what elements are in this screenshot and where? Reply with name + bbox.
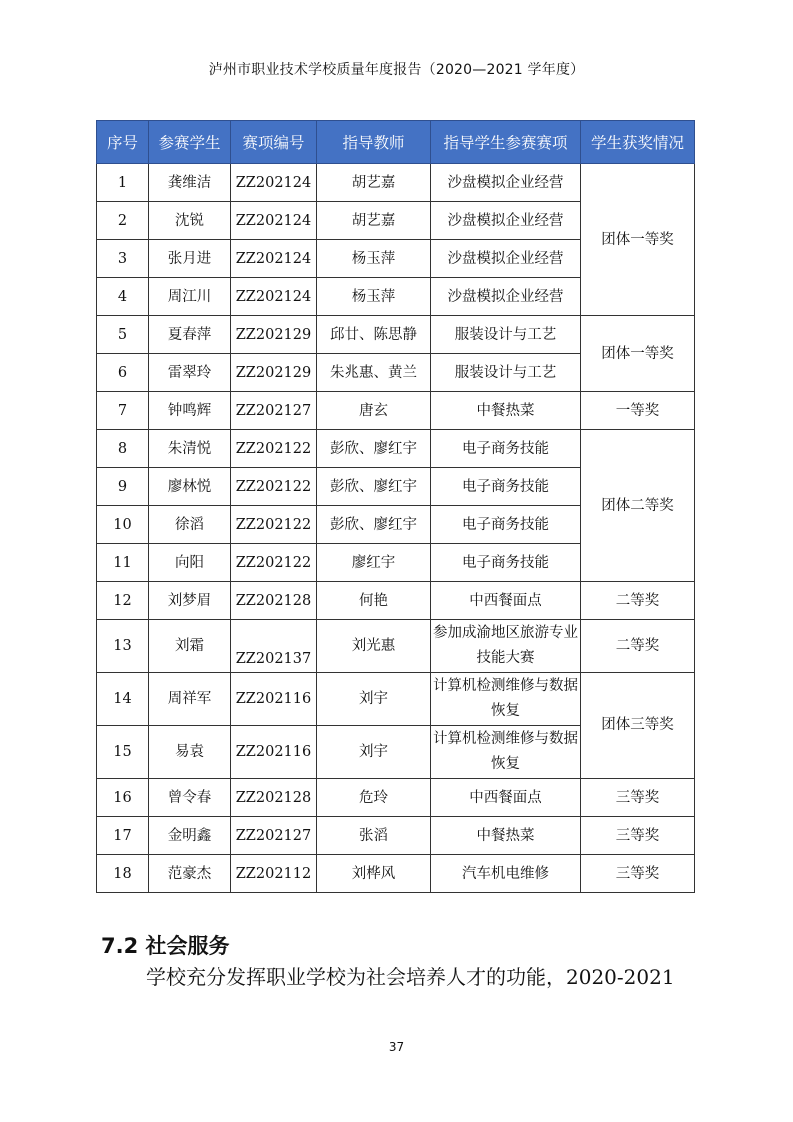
cell-student: 廖林悦 [149, 468, 231, 506]
cell-event-code: ZZ202124 [231, 240, 317, 278]
cell-event-code: ZZ202127 [231, 817, 317, 855]
cell-index: 3 [97, 240, 149, 278]
cell-event: 服装设计与工艺 [431, 354, 581, 392]
cell-student: 刘霜 [149, 620, 231, 673]
table-row [97, 620, 695, 673]
cell-teacher: 廖红宇 [317, 544, 431, 582]
cell-event: 电子商务技能 [431, 430, 581, 468]
cell-index: 10 [97, 506, 149, 544]
cell-student: 钟鸣辉 [149, 392, 231, 430]
cell-index: 7 [97, 392, 149, 430]
cell-teacher: 刘宇 [317, 673, 431, 726]
cell-award: 二等奖 [581, 582, 695, 620]
cell-award: 团体三等奖 [581, 673, 695, 779]
cell-event-code: ZZ202127 [231, 392, 317, 430]
cell-index: 14 [97, 673, 149, 726]
cell-student: 夏春萍 [149, 316, 231, 354]
cell-event: 服装设计与工艺 [431, 316, 581, 354]
cell-event-code: ZZ202122 [231, 506, 317, 544]
cell-student: 张月进 [149, 240, 231, 278]
cell-teacher: 彭欣、廖红宇 [317, 468, 431, 506]
cell-award: 一等奖 [581, 392, 695, 430]
cell-award: 团体一等奖 [581, 316, 695, 392]
cell-index: 4 [97, 278, 149, 316]
cell-event-code: ZZ202124 [231, 278, 317, 316]
cell-student: 沈锐 [149, 202, 231, 240]
col-header-student: 参赛学生 [149, 121, 231, 164]
awards-table [96, 120, 695, 893]
table-row [97, 430, 695, 468]
col-header-event: 指导学生参赛赛项 [431, 121, 581, 164]
cell-event-code: ZZ202122 [231, 468, 317, 506]
cell-teacher: 胡艺嘉 [317, 202, 431, 240]
col-header-event-code: 赛项编号 [231, 121, 317, 164]
cell-event-code: ZZ202116 [231, 726, 317, 779]
table-row [97, 817, 695, 855]
cell-event-code: ZZ202129 [231, 316, 317, 354]
cell-index: 5 [97, 316, 149, 354]
table-row [97, 855, 695, 893]
cell-award: 团体一等奖 [581, 164, 695, 316]
body-paragraph: 学校充分发挥职业学校为社会培养人才的功能，2020-2021 [146, 965, 675, 989]
cell-teacher: 彭欣、廖红宇 [317, 430, 431, 468]
cell-event: 计算机检测维修与数据恢复 [431, 726, 581, 779]
cell-teacher: 唐玄 [317, 392, 431, 430]
cell-event: 中餐热菜 [431, 392, 581, 430]
cell-award: 三等奖 [581, 817, 695, 855]
cell-teacher: 杨玉萍 [317, 240, 431, 278]
cell-student: 周江川 [149, 278, 231, 316]
cell-event-code: ZZ202124 [231, 164, 317, 202]
cell-event: 中西餐面点 [431, 582, 581, 620]
cell-student: 周祥军 [149, 673, 231, 726]
cell-event-code: ZZ202128 [231, 779, 317, 817]
cell-index: 12 [97, 582, 149, 620]
cell-teacher: 朱兆惠、黄兰 [317, 354, 431, 392]
cell-event: 汽车机电维修 [431, 855, 581, 893]
cell-event: 电子商务技能 [431, 544, 581, 582]
cell-teacher: 胡艺嘉 [317, 164, 431, 202]
cell-teacher: 危玲 [317, 779, 431, 817]
cell-event: 中餐热菜 [431, 817, 581, 855]
col-header-teacher: 指导教师 [317, 121, 431, 164]
table-row [97, 164, 695, 202]
table-row [97, 392, 695, 430]
cell-award: 三等奖 [581, 779, 695, 817]
cell-event: 计算机检测维修与数据恢复 [431, 673, 581, 726]
table-row [97, 673, 695, 726]
cell-event-code: ZZ202124 [231, 202, 317, 240]
section-title: 社会服务 [145, 934, 230, 958]
col-header-index: 序号 [97, 121, 149, 164]
cell-index: 6 [97, 354, 149, 392]
cell-event: 沙盘模拟企业经营 [431, 202, 581, 240]
cell-teacher: 何艳 [317, 582, 431, 620]
cell-index: 2 [97, 202, 149, 240]
cell-event: 沙盘模拟企业经营 [431, 164, 581, 202]
cell-teacher: 彭欣、廖红宇 [317, 506, 431, 544]
table-header-row [97, 121, 695, 164]
cell-student: 刘梦眉 [149, 582, 231, 620]
cell-teacher: 刘宇 [317, 726, 431, 779]
cell-event: 电子商务技能 [431, 506, 581, 544]
cell-index: 9 [97, 468, 149, 506]
cell-event-code: ZZ202129 [231, 354, 317, 392]
cell-index: 15 [97, 726, 149, 779]
cell-award: 团体二等奖 [581, 430, 695, 582]
cell-event-code: ZZ202122 [231, 430, 317, 468]
cell-event: 沙盘模拟企业经营 [431, 278, 581, 316]
col-header-award: 学生获奖情况 [581, 121, 695, 164]
cell-event-code: ZZ202112 [231, 855, 317, 893]
cell-event-code: ZZ202116 [231, 673, 317, 726]
cell-student: 雷翠玲 [149, 354, 231, 392]
cell-student: 朱清悦 [149, 430, 231, 468]
cell-index: 16 [97, 779, 149, 817]
running-header: 泸州市职业技术学校质量年度报告（2020—2021 学年度） [208, 62, 585, 78]
cell-student: 曾令春 [149, 779, 231, 817]
table-row [97, 316, 695, 354]
cell-index: 18 [97, 855, 149, 893]
cell-award: 二等奖 [581, 620, 695, 673]
cell-index: 17 [97, 817, 149, 855]
cell-event-code: ZZ202137 [231, 620, 317, 673]
cell-event: 参加成渝地区旅游专业技能大赛 [431, 620, 581, 673]
cell-event: 中西餐面点 [431, 779, 581, 817]
cell-event: 沙盘模拟企业经营 [431, 240, 581, 278]
page-number: 37 [388, 1040, 405, 1054]
section-heading [101, 930, 230, 960]
section-number: 7.2 [101, 934, 139, 958]
cell-student: 易袁 [149, 726, 231, 779]
cell-student: 向阳 [149, 544, 231, 582]
cell-index: 11 [97, 544, 149, 582]
cell-student: 范豪杰 [149, 855, 231, 893]
cell-student: 金明鑫 [149, 817, 231, 855]
cell-index: 8 [97, 430, 149, 468]
cell-student: 徐滔 [149, 506, 231, 544]
cell-teacher: 张滔 [317, 817, 431, 855]
cell-teacher: 刘光惠 [317, 620, 431, 673]
cell-teacher: 邱廿、陈思静 [317, 316, 431, 354]
cell-teacher: 杨玉萍 [317, 278, 431, 316]
cell-index: 1 [97, 164, 149, 202]
table-row [97, 779, 695, 817]
table-row [97, 582, 695, 620]
cell-event-code: ZZ202128 [231, 582, 317, 620]
cell-index: 13 [97, 620, 149, 673]
cell-event: 电子商务技能 [431, 468, 581, 506]
cell-award: 三等奖 [581, 855, 695, 893]
cell-teacher: 刘桦风 [317, 855, 431, 893]
cell-event-code: ZZ202122 [231, 544, 317, 582]
cell-student: 龚维洁 [149, 164, 231, 202]
